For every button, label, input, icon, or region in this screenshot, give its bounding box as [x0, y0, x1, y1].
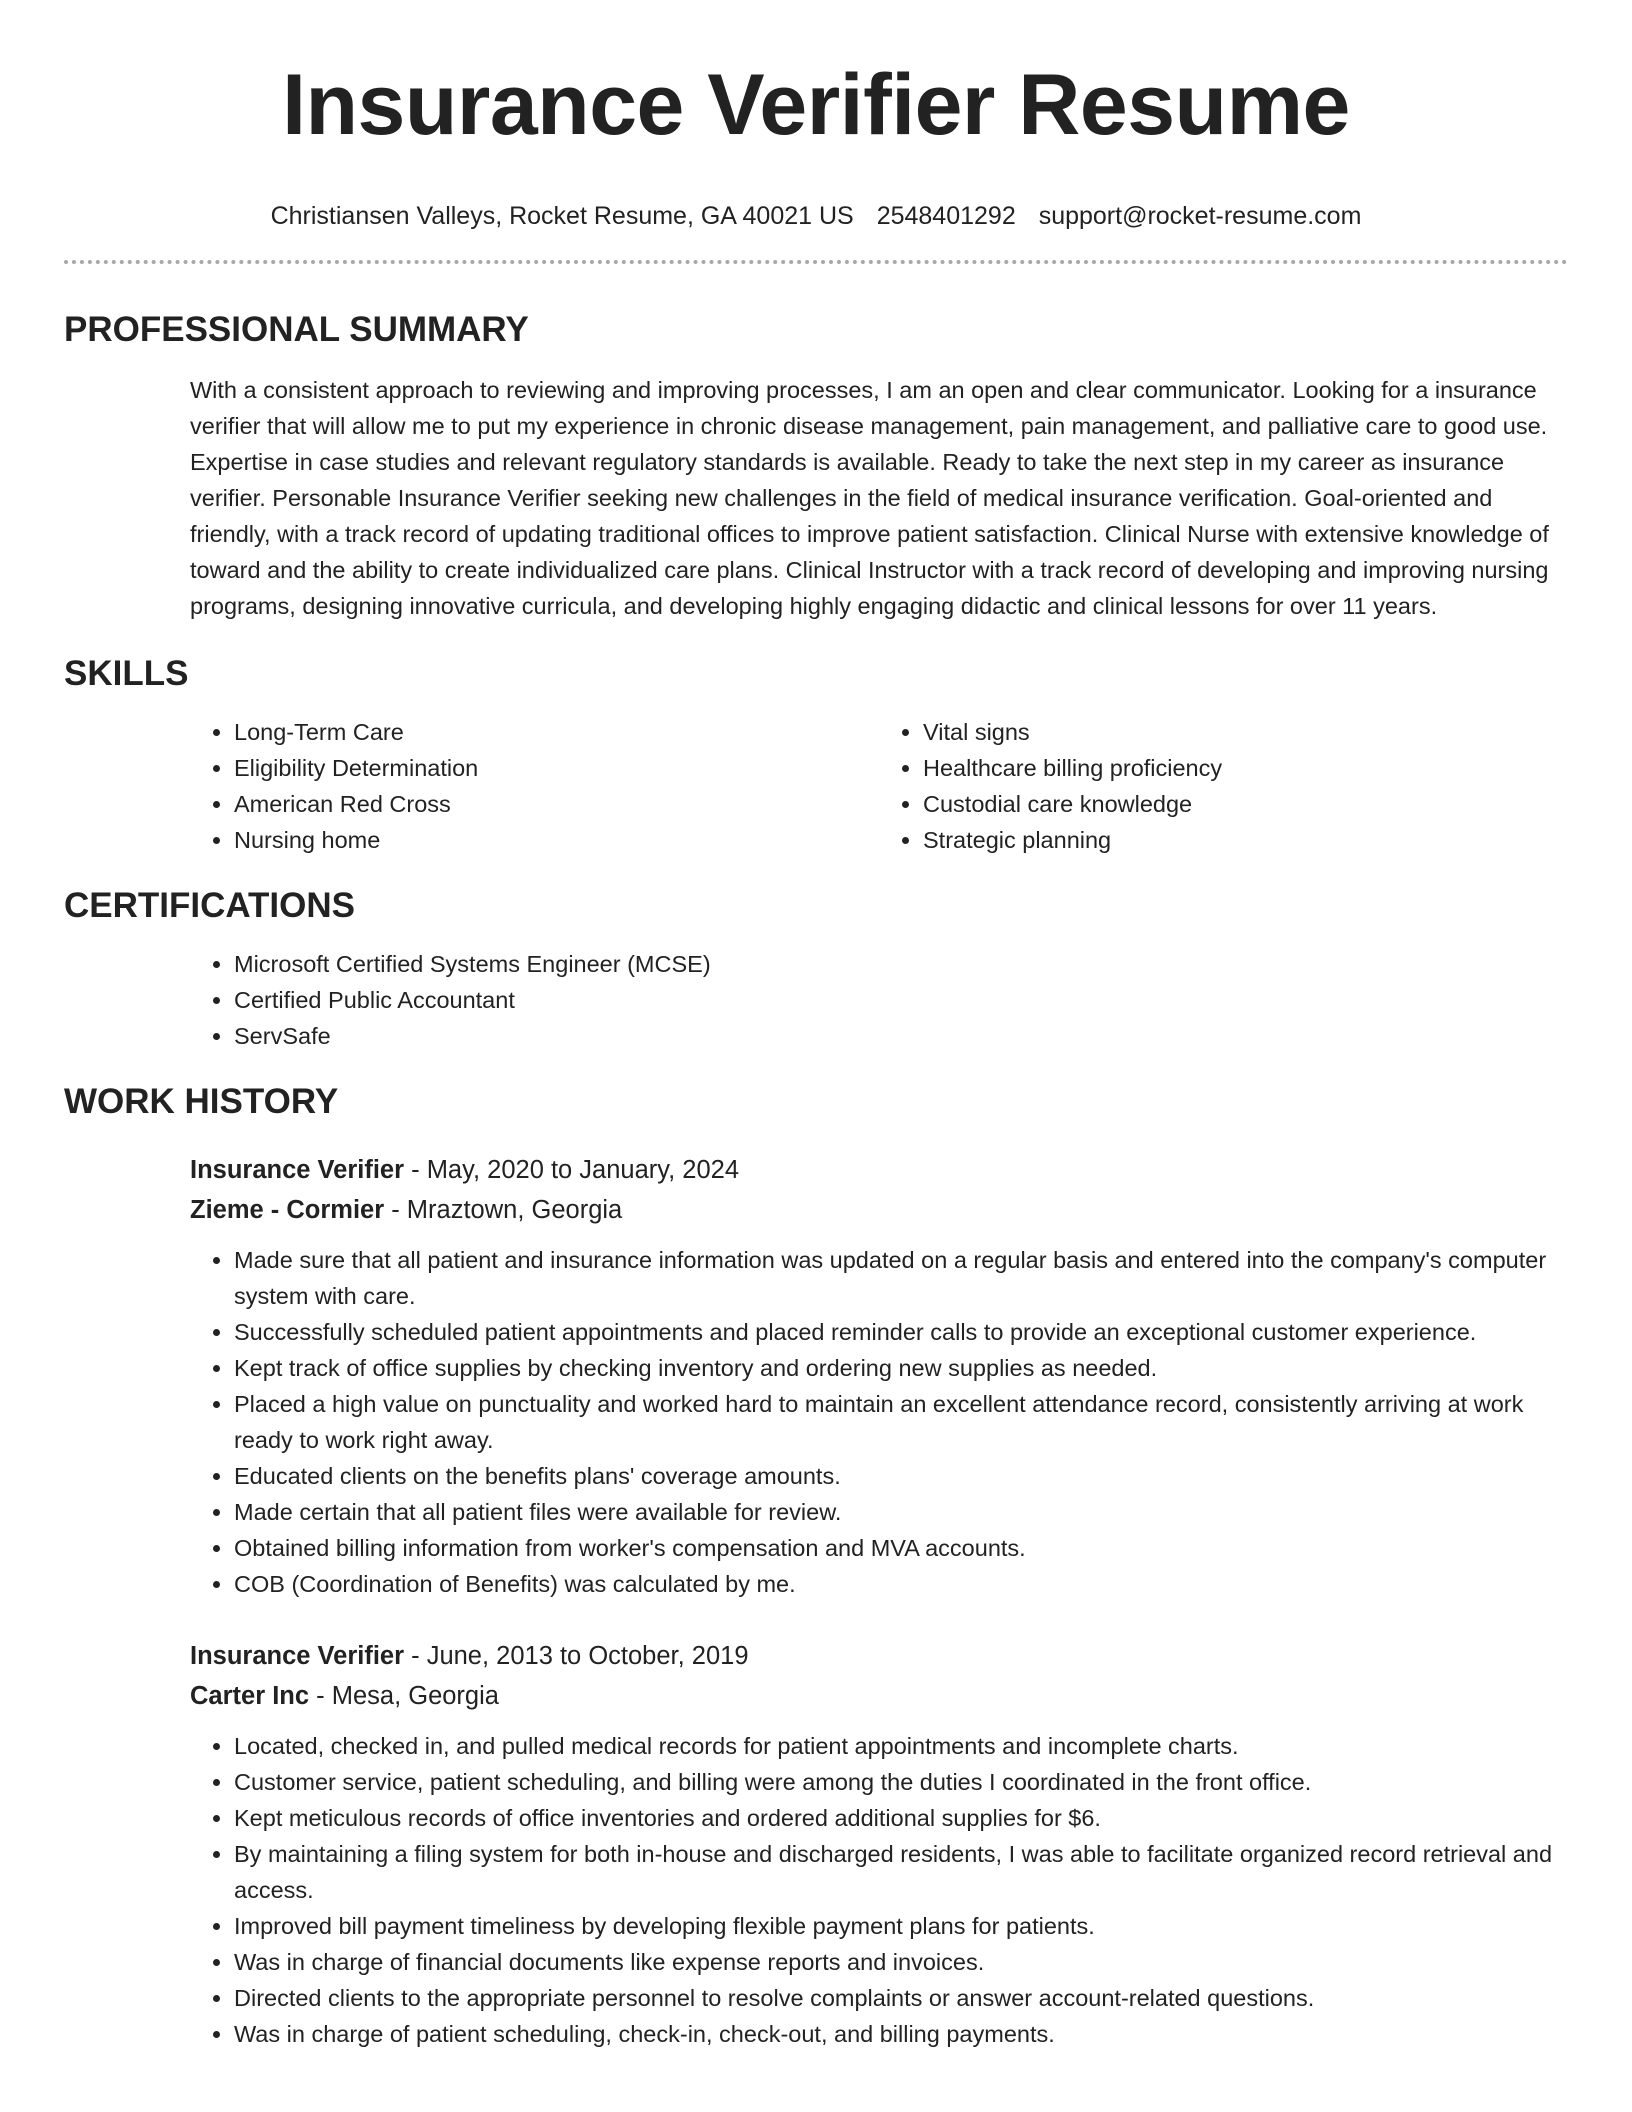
job-company: Zieme - Cormier: [190, 1196, 385, 1224]
skills-column-right: [879, 714, 1568, 858]
job-duty: • Educated clients on the benefits plans' coverage amounts.: [234, 1458, 1568, 1494]
job-duty: • Obtained billing information from worker's compensation and MVA accounts.: [234, 1530, 1568, 1566]
job-title: Insurance Verifier: [190, 1642, 405, 1670]
job-duty: • COB (Coordination of Benefits) was calculated by me.: [234, 1566, 1568, 1602]
contact-email: support@rocket-resume.com: [1038, 202, 1362, 230]
job-company-line: [190, 1676, 1568, 1716]
job-title-line: [190, 1150, 1568, 1190]
contact-phone: 2548401292: [876, 202, 1016, 230]
work-history-heading: WORK HISTORY: [64, 1082, 339, 1121]
certification-item: • Microsoft Certified Systems Engineer (MCSE): [234, 946, 1568, 982]
job-duty: • Kept meticulous records of office inventories and ordered additional supplies for $6.: [234, 1800, 1568, 1836]
contact-address: Christiansen Valleys, Rocket Resume, GA 40021 US: [270, 202, 854, 230]
skills-column-left: [190, 714, 879, 858]
certification-item: • ServSafe: [234, 1018, 1568, 1054]
job-company-line: [190, 1190, 1568, 1230]
job-company: Carter Inc: [190, 1682, 310, 1710]
job-duties-list: [190, 1728, 1568, 2052]
skill-item: • American Red Cross: [234, 786, 879, 822]
job-duty: • Was in charge of financial documents like expense reports and invoices.: [234, 1944, 1568, 1980]
skill-item: • Long-Term Care: [234, 714, 879, 750]
skills-list: [190, 714, 1568, 858]
job-duty: • Located, checked in, and pulled medical records for patient appointments and incomplete charts.: [234, 1728, 1568, 1764]
skill-item: • Eligibility Determination: [234, 750, 879, 786]
job-duty: • Was in charge of patient scheduling, check-in, check-out, and billing payments.: [234, 2016, 1568, 2052]
job-duty: • Kept track of office supplies by checking inventory and ordering new supplies as needed.: [234, 1350, 1568, 1386]
job-location: - Mraztown, Georgia: [384, 1196, 623, 1224]
job-dates: - May, 2020 to January, 2024: [404, 1156, 740, 1184]
certifications-list: [190, 946, 1568, 1054]
job-duty: • Directed clients to the appropriate personnel to resolve complaints or answer account-related questions.: [234, 1980, 1568, 2016]
job-location: - Mesa, Georgia: [309, 1682, 499, 1710]
job-duty: • By maintaining a filing system for both in-house and discharged residents, I was able to facilitate organized record retrieval and access.: [234, 1836, 1568, 1908]
job-duty: • Customer service, patient scheduling, and billing were among the duties I coordinated in the front office.: [234, 1764, 1568, 1800]
skill-item: • Custodial care knowledge: [923, 786, 1568, 822]
job-duty: • Made sure that all patient and insurance information was updated on a regular basis and entered into the company's computer system with care.: [234, 1242, 1568, 1314]
job-duty: • Successfully scheduled patient appointments and placed reminder calls to provide an exceptional customer experience.: [234, 1314, 1568, 1350]
job-duty: • Placed a high value on punctuality and worked hard to maintain an excellent attendance record, consistently arriving at work ready to work right away.: [234, 1386, 1568, 1458]
skill-item: • Strategic planning: [923, 822, 1568, 858]
summary-text: With a consistent approach to reviewing and improving processes, I am an open and clear communicator. Looking for a insurance verifier that will allow me to put my experience in chronic disease management, pain management, and palliative care to good use. Expertise in case studies and relevant regulatory standards is available. Ready to take the next step in my career as insurance verifier. Personable Insurance Verifier seeking new challenges in the field of medical insurance verification. Goal-oriented and friendly, with a track record of updating traditional offices to improve patient satisfaction. Clinical Nurse with extensive knowledge of toward and the ability to create individualized care plans. Clinical Instructor with a track record of developing and improving nursing programs, designing innovative curricula, and developing highly engaging didactic and clinical lessons for over 11 years.: [190, 377, 1549, 619]
skills-heading: SKILLS: [64, 654, 189, 693]
job-duty: • Improved bill payment timeliness by developing flexible payment plans for patients.: [234, 1908, 1568, 1944]
job-dates: - June, 2013 to October, 2019: [404, 1642, 749, 1670]
certifications-heading: CERTIFICATIONS: [64, 886, 356, 925]
job-title: Insurance Verifier: [190, 1156, 405, 1184]
job-duties-list: [190, 1242, 1568, 1602]
job-entry: [190, 1636, 1568, 2052]
skill-item: • Healthcare billing proficiency: [923, 750, 1568, 786]
job-title-line: [190, 1636, 1568, 1676]
contact-line: [64, 201, 1568, 231]
summary-heading: PROFESSIONAL SUMMARY: [64, 310, 529, 349]
skill-item: • Vital signs: [923, 714, 1568, 750]
certification-item: • Certified Public Accountant: [234, 982, 1568, 1018]
job-duty: • Made certain that all patient files were available for review.: [234, 1494, 1568, 1530]
skill-item: • Nursing home: [234, 822, 879, 858]
resume-title: Insurance Verifier Resume: [282, 57, 1350, 153]
job-entry: [190, 1150, 1568, 1602]
header-divider: [64, 260, 1568, 264]
